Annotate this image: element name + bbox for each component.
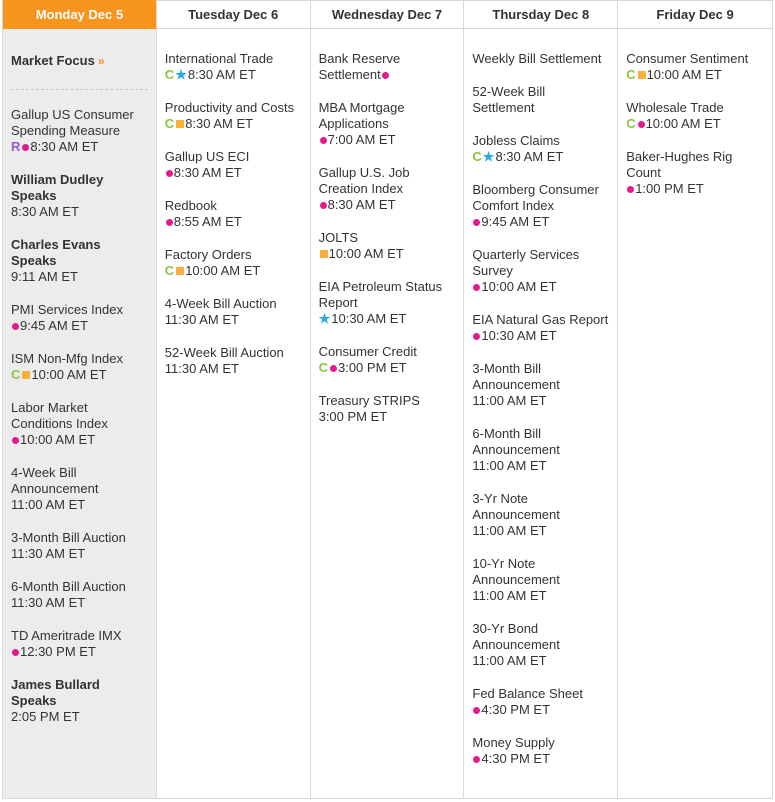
event-name-link[interactable] bbox=[11, 237, 148, 269]
event-time-row bbox=[319, 246, 456, 262]
event-time-row bbox=[319, 311, 456, 327]
event-item bbox=[319, 279, 456, 327]
event-item bbox=[165, 149, 302, 181]
event-item bbox=[626, 51, 764, 83]
market-focus-label: Market Focus bbox=[11, 53, 95, 68]
event-item bbox=[319, 230, 456, 262]
event-name-text: Charles Evans Speaks bbox=[11, 237, 101, 268]
event-name-link[interactable] bbox=[319, 393, 456, 409]
event-name-link[interactable] bbox=[11, 351, 148, 367]
event-time: 1:00 PM ET bbox=[635, 181, 704, 196]
dot-icon bbox=[12, 323, 19, 330]
event-icons bbox=[165, 117, 185, 131]
event-icons bbox=[165, 219, 174, 226]
event-name-link[interactable] bbox=[319, 165, 456, 197]
event-time: 10:00 AM ET bbox=[328, 246, 404, 261]
event-name-text: Gallup US Consumer Spending Measure bbox=[11, 107, 134, 138]
event-item bbox=[11, 237, 148, 285]
event-time: 8:30 AM ET bbox=[30, 139, 99, 154]
dot-icon bbox=[473, 333, 480, 340]
event-name-link[interactable] bbox=[165, 296, 302, 312]
event-item bbox=[626, 149, 764, 197]
dot-icon bbox=[166, 170, 173, 177]
event-time: 11:00 AM ET bbox=[472, 588, 547, 603]
event-time: 10:00 AM ET bbox=[20, 432, 96, 447]
event-time-row bbox=[626, 67, 764, 83]
event-time: 8:30 AM ET bbox=[187, 67, 256, 82]
event-time: 10:30 AM ET bbox=[331, 311, 407, 326]
event-item bbox=[165, 345, 302, 377]
event-name-text: International Trade bbox=[164, 51, 274, 66]
event-item bbox=[472, 361, 609, 409]
event-time-row bbox=[472, 393, 609, 409]
event-time: 10:00 AM ET bbox=[645, 116, 721, 131]
dot-icon bbox=[473, 756, 480, 763]
dot-icon bbox=[473, 219, 480, 226]
event-icons bbox=[472, 707, 481, 714]
event-time-row bbox=[165, 67, 302, 83]
event-item bbox=[472, 556, 609, 604]
event-name-text: EIA Natural Gas Report bbox=[472, 312, 609, 327]
event-name-link[interactable] bbox=[319, 230, 456, 246]
event-name-link[interactable] bbox=[472, 247, 609, 279]
event-time: 7:00 AM ET bbox=[327, 132, 396, 147]
event-time-row bbox=[472, 751, 609, 767]
event-name-link[interactable] bbox=[472, 426, 609, 458]
event-icons bbox=[165, 68, 188, 82]
event-time: 10:30 AM ET bbox=[481, 328, 557, 343]
square-icon bbox=[176, 120, 184, 128]
event-time-row bbox=[165, 214, 302, 230]
event-name-link[interactable] bbox=[626, 51, 764, 67]
event-item bbox=[165, 100, 302, 132]
event-name-link[interactable] bbox=[11, 677, 148, 709]
event-item bbox=[472, 312, 609, 344]
event-time: 12:30 PM ET bbox=[20, 644, 96, 659]
event-name-text: 30-Yr Bond Announcement bbox=[472, 621, 560, 652]
event-item bbox=[165, 198, 302, 230]
event-time-row bbox=[11, 595, 148, 611]
day-column-wednesday bbox=[310, 0, 464, 798]
event-name-link[interactable] bbox=[472, 133, 609, 149]
event-time-row bbox=[472, 523, 609, 539]
event-time: 8:55 AM ET bbox=[173, 214, 242, 229]
event-name-text: PMI Services Index bbox=[11, 302, 123, 317]
market-focus-link[interactable] bbox=[11, 53, 148, 90]
star-icon: ★ bbox=[318, 311, 331, 326]
event-time-row bbox=[472, 149, 609, 165]
event-icons bbox=[626, 186, 635, 193]
dot-icon bbox=[473, 707, 480, 714]
event-time-row bbox=[165, 116, 302, 132]
event-name-text: Jobless Claims bbox=[472, 133, 560, 148]
event-time: 10:00 AM ET bbox=[481, 279, 557, 294]
event-time: 2:05 PM ET bbox=[11, 709, 80, 724]
event-name-link[interactable] bbox=[11, 530, 148, 546]
event-icons bbox=[11, 140, 30, 154]
event-name-link[interactable] bbox=[11, 628, 148, 644]
event-name-text: Bloomberg Consumer Comfort Index bbox=[472, 182, 599, 213]
event-name-text: 52-Week Bill Auction bbox=[164, 345, 284, 360]
dot-icon bbox=[320, 137, 327, 144]
day-events-list bbox=[311, 29, 464, 425]
star-icon: ★ bbox=[175, 67, 187, 82]
event-time: 9:11 AM ET bbox=[11, 269, 78, 284]
dot-icon bbox=[382, 72, 389, 79]
calendar-c-icon: C bbox=[472, 149, 482, 164]
event-name-text: Productivity and Costs bbox=[164, 100, 295, 115]
event-time-row bbox=[165, 263, 302, 279]
event-item bbox=[472, 491, 609, 539]
event-time: 4:30 PM ET bbox=[481, 751, 551, 766]
event-item bbox=[11, 107, 148, 155]
event-name-link[interactable] bbox=[165, 51, 302, 67]
event-name-text: Consumer Sentiment bbox=[626, 51, 749, 66]
event-icons bbox=[319, 250, 329, 258]
event-time-row bbox=[165, 361, 302, 377]
day-header-monday[interactable]: Monday Dec 5 bbox=[3, 0, 156, 29]
event-name-text: EIA Petroleum Status Report bbox=[318, 279, 443, 310]
event-name-link[interactable] bbox=[165, 247, 302, 263]
event-name-link[interactable] bbox=[11, 579, 148, 595]
square-icon bbox=[176, 267, 184, 275]
event-name-text: James Bullard Speaks bbox=[11, 677, 100, 708]
double-chevron-right-icon: » bbox=[97, 54, 105, 68]
day-column-tuesday bbox=[156, 0, 310, 798]
event-time-row bbox=[11, 318, 148, 334]
event-name-text: Quarterly Services Survey bbox=[472, 247, 580, 278]
event-icons bbox=[472, 150, 495, 164]
event-name-link[interactable] bbox=[319, 100, 456, 132]
event-name-link[interactable] bbox=[472, 361, 609, 393]
event-name-text: Consumer Credit bbox=[318, 344, 417, 359]
event-time-row bbox=[11, 644, 148, 660]
event-icons bbox=[319, 137, 328, 144]
event-name-text: Bank Reserve Settlement bbox=[318, 51, 401, 82]
calendar-c-icon: C bbox=[164, 263, 175, 278]
event-icons bbox=[165, 264, 185, 278]
event-name-text: 4-Week Bill Announcement bbox=[11, 465, 99, 496]
event-item bbox=[472, 51, 609, 67]
event-item bbox=[11, 400, 148, 448]
event-name-link[interactable] bbox=[472, 51, 609, 67]
square-icon bbox=[638, 71, 646, 79]
calendar-c-icon: C bbox=[164, 116, 175, 131]
day-header-wednesday[interactable]: Wednesday Dec 7 bbox=[311, 0, 464, 29]
event-name-link[interactable] bbox=[626, 149, 764, 181]
event-time-row bbox=[472, 702, 609, 718]
event-icons bbox=[319, 361, 338, 375]
event-name-text: Gallup U.S. Job Creation Index bbox=[318, 165, 410, 196]
event-item bbox=[11, 628, 148, 660]
event-item bbox=[11, 465, 148, 513]
calendar-c-icon: C bbox=[11, 367, 21, 382]
event-time: 10:00 AM ET bbox=[646, 67, 722, 82]
event-name-link[interactable] bbox=[626, 100, 764, 116]
event-time-row bbox=[11, 709, 148, 725]
day-column-monday bbox=[2, 0, 156, 798]
dot-icon bbox=[166, 219, 173, 226]
event-item bbox=[11, 351, 148, 383]
event-item bbox=[472, 426, 609, 474]
event-time-row bbox=[11, 269, 148, 285]
event-time: 8:30 AM ET bbox=[327, 197, 396, 212]
event-item bbox=[165, 51, 302, 83]
day-events-list bbox=[157, 29, 310, 377]
event-name-text: Redbook bbox=[164, 198, 217, 213]
event-icons bbox=[11, 368, 31, 382]
event-name-link[interactable] bbox=[472, 84, 609, 116]
dot-icon bbox=[627, 186, 634, 193]
event-name-text: Wholesale Trade bbox=[626, 100, 724, 115]
event-name-text: 4-Week Bill Auction bbox=[164, 296, 277, 311]
event-name-link[interactable] bbox=[472, 735, 609, 751]
event-time: 9:45 AM ET bbox=[20, 318, 88, 333]
event-time: 8:30 AM ET bbox=[495, 149, 564, 164]
event-time: 3:00 PM ET bbox=[337, 360, 407, 375]
event-time-row bbox=[11, 367, 148, 383]
event-time: 9:45 AM ET bbox=[481, 214, 550, 229]
event-time: 10:00 AM ET bbox=[185, 263, 261, 278]
event-name-text: 6-Month Bill Announcement bbox=[472, 426, 560, 457]
day-events-list bbox=[464, 29, 617, 767]
event-time: 10:00 AM ET bbox=[31, 367, 107, 382]
square-icon bbox=[22, 371, 30, 379]
event-time-row bbox=[11, 432, 148, 448]
event-time-row bbox=[626, 181, 764, 197]
event-item bbox=[11, 579, 148, 611]
day-column-thursday bbox=[463, 0, 617, 798]
calendar-c-icon: C bbox=[318, 360, 328, 375]
dot-icon bbox=[22, 144, 29, 151]
event-icons bbox=[11, 649, 20, 656]
event-icons bbox=[472, 284, 481, 291]
dot-icon bbox=[12, 437, 19, 444]
event-item bbox=[472, 735, 609, 767]
day-events-list bbox=[3, 29, 156, 725]
event-item bbox=[319, 344, 456, 376]
event-name-link[interactable] bbox=[11, 107, 148, 139]
revision-r-icon: R bbox=[11, 139, 21, 154]
event-name-text: Treasury STRIPS bbox=[318, 393, 420, 408]
event-item bbox=[11, 172, 148, 220]
event-icons bbox=[472, 756, 481, 763]
economic-calendar bbox=[2, 0, 773, 799]
event-time-row bbox=[319, 360, 456, 376]
event-time-row bbox=[472, 279, 609, 295]
event-time-row bbox=[11, 546, 148, 562]
calendar-c-icon: C bbox=[164, 67, 175, 82]
event-name-text: Baker-Hughes Rig Count bbox=[626, 149, 733, 180]
event-item bbox=[472, 686, 609, 718]
event-name-link[interactable] bbox=[472, 621, 609, 653]
event-time: 3:00 PM ET bbox=[318, 409, 388, 424]
dot-icon bbox=[473, 284, 480, 291]
event-time: 8:30 AM ET bbox=[185, 116, 254, 131]
event-name-text: Weekly Bill Settlement bbox=[472, 51, 602, 66]
event-name-text: TD Ameritrade IMX bbox=[11, 628, 122, 643]
event-icons bbox=[319, 202, 328, 209]
event-item bbox=[319, 51, 456, 83]
event-icons bbox=[472, 333, 481, 340]
event-name-link[interactable] bbox=[472, 312, 609, 328]
event-time: 11:00 AM ET bbox=[472, 653, 547, 668]
event-name-text: Labor Market Conditions Index bbox=[11, 400, 108, 431]
event-item bbox=[472, 84, 609, 116]
event-item bbox=[319, 100, 456, 148]
event-item bbox=[11, 677, 148, 725]
event-time-row bbox=[472, 214, 609, 230]
event-name-text: MBA Mortgage Applications bbox=[318, 100, 405, 131]
event-name-link[interactable] bbox=[11, 302, 148, 318]
event-time: 11:00 AM ET bbox=[472, 393, 547, 408]
event-time: 11:30 AM ET bbox=[11, 595, 86, 610]
event-time-row bbox=[11, 497, 148, 513]
day-header-tuesday[interactable]: Tuesday Dec 6 bbox=[157, 0, 310, 29]
event-time: 11:30 AM ET bbox=[164, 312, 239, 327]
calendar-c-icon: C bbox=[626, 67, 636, 82]
day-header-friday[interactable]: Friday Dec 9 bbox=[618, 0, 772, 29]
event-item bbox=[626, 100, 764, 132]
event-icons bbox=[165, 170, 174, 177]
event-item bbox=[472, 182, 609, 230]
event-name-link[interactable] bbox=[11, 465, 148, 497]
event-name-link[interactable] bbox=[165, 345, 302, 361]
event-time-row bbox=[472, 458, 609, 474]
event-icons bbox=[472, 219, 481, 226]
event-icons bbox=[626, 68, 646, 82]
dot-icon bbox=[320, 202, 327, 209]
day-header-thursday[interactable]: Thursday Dec 8 bbox=[464, 0, 617, 29]
event-time: 11:00 AM ET bbox=[472, 523, 547, 538]
event-name-link[interactable] bbox=[11, 172, 148, 204]
event-item bbox=[165, 247, 302, 279]
event-time-row bbox=[472, 328, 609, 344]
event-name-link[interactable] bbox=[319, 51, 456, 83]
event-item bbox=[319, 165, 456, 213]
event-name-text: Fed Balance Sheet bbox=[472, 686, 583, 701]
event-name-link[interactable] bbox=[472, 182, 609, 214]
event-name-text: Factory Orders bbox=[164, 247, 252, 262]
event-name-link[interactable] bbox=[165, 149, 302, 165]
event-name-text: Money Supply bbox=[472, 735, 555, 750]
event-time-row bbox=[319, 132, 456, 148]
dot-icon bbox=[330, 365, 337, 372]
event-name-text: 3-Yr Note Announcement bbox=[472, 491, 560, 522]
event-icons bbox=[11, 437, 20, 444]
event-item bbox=[165, 296, 302, 328]
dot-icon bbox=[638, 121, 645, 128]
event-time-row bbox=[11, 139, 148, 155]
event-name-text: 52-Week Bill Settlement bbox=[472, 84, 546, 115]
event-name-link[interactable] bbox=[319, 279, 456, 311]
event-item bbox=[319, 393, 456, 425]
event-name-link[interactable] bbox=[472, 491, 609, 523]
event-name-text: William Dudley Speaks bbox=[11, 172, 104, 203]
event-time-row bbox=[626, 116, 764, 132]
event-time-row bbox=[11, 204, 148, 220]
day-column-friday bbox=[617, 0, 772, 798]
event-item bbox=[472, 247, 609, 295]
event-item bbox=[472, 621, 609, 669]
event-icons bbox=[319, 312, 332, 326]
event-time: 11:00 AM ET bbox=[472, 458, 547, 473]
event-time: 4:30 PM ET bbox=[481, 702, 551, 717]
event-time-row bbox=[319, 409, 456, 425]
event-time-row bbox=[472, 588, 609, 604]
event-item bbox=[11, 302, 148, 334]
event-name-text: 6-Month Bill Auction bbox=[11, 579, 126, 594]
event-name-link[interactable] bbox=[165, 198, 302, 214]
event-name-link[interactable] bbox=[319, 344, 456, 360]
event-item bbox=[11, 530, 148, 562]
event-time-row bbox=[319, 197, 456, 213]
event-name-text: ISM Non-Mfg Index bbox=[11, 351, 123, 366]
dot-icon bbox=[12, 649, 19, 656]
event-item bbox=[472, 133, 609, 165]
event-name-text: Gallup US ECI bbox=[164, 149, 250, 164]
event-name-link[interactable] bbox=[11, 400, 148, 432]
day-events-list bbox=[618, 29, 772, 197]
square-icon bbox=[320, 250, 328, 258]
event-name-text: 10-Yr Note Announcement bbox=[472, 556, 560, 587]
event-time-row bbox=[165, 312, 302, 328]
event-time: 11:30 AM ET bbox=[164, 361, 239, 376]
event-icons bbox=[626, 117, 645, 131]
event-time: 11:00 AM ET bbox=[11, 497, 86, 512]
event-time-row bbox=[472, 653, 609, 669]
event-time: 8:30 AM ET bbox=[173, 165, 242, 180]
event-name-link[interactable] bbox=[165, 100, 302, 116]
star-icon: ★ bbox=[482, 149, 495, 164]
event-time: 11:30 AM ET bbox=[11, 546, 86, 561]
calendar-c-icon: C bbox=[626, 116, 636, 131]
event-time: 8:30 AM ET bbox=[11, 204, 79, 219]
event-time-row bbox=[165, 165, 302, 181]
event-name-link[interactable] bbox=[472, 686, 609, 702]
event-name-text: 3-Month Bill Auction bbox=[11, 530, 126, 545]
event-name-link[interactable] bbox=[472, 556, 609, 588]
event-name-text: JOLTS bbox=[318, 230, 359, 245]
event-icons bbox=[11, 323, 20, 330]
event-name-text: 3-Month Bill Announcement bbox=[472, 361, 560, 392]
